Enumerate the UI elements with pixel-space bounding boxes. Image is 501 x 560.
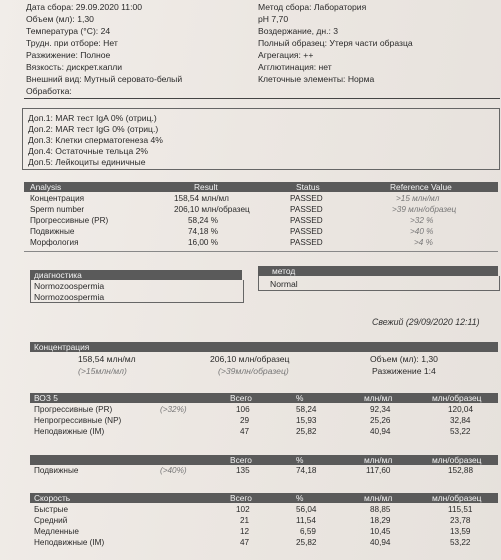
table-row: Средний 21 11,54 18,29 23,78	[34, 516, 471, 525]
collection-method: Метод сбора: Лаборатория	[258, 2, 367, 12]
who5-header: ВОЗ 5 Всего % млн/мл млн/образец	[30, 393, 498, 403]
fresh-timestamp: Свежий (29/09/2020 12:11)	[372, 317, 480, 327]
analysis-col-status: Status	[296, 182, 320, 192]
analysis-col-result: Result	[194, 182, 218, 192]
analysis-header	[24, 182, 498, 192]
table-row: Неподвижные (IM) 47 25,82 40,94 53,22	[34, 427, 471, 436]
divider	[24, 98, 500, 99]
temperature: Температура (°С): 24	[26, 26, 111, 36]
total-count: 206,10 млн/образец	[210, 354, 290, 364]
total-count-ref: (>39млн/образец)	[218, 366, 289, 376]
additional-5: Доп.5: Лейкоциты единичные	[28, 157, 146, 167]
diagnosis-header: диагностика	[30, 270, 242, 280]
table-row: Концентрация 158,54 млн/мл PASSED >15 млн/мл	[30, 194, 440, 203]
conc-volume: Объем (мл): 1,30	[370, 354, 438, 364]
processing: Обработка:	[26, 86, 72, 96]
divider	[24, 251, 498, 252]
diagnosis-line-1: Normozoospermia	[34, 281, 105, 291]
table-row: Подвижные 74,18 % PASSED >40 %	[30, 227, 434, 236]
full-sample: Полный образец: Утеря части образца	[258, 38, 413, 48]
additional-1: Доп.1: MAR тест IgA 0% (отриц.)	[28, 113, 157, 123]
additional-2: Доп.2: MAR тест IgG 0% (отриц.)	[28, 124, 159, 134]
method-value: Normal	[270, 279, 298, 289]
method-header: метод	[258, 266, 498, 276]
table-row: Подвижные (>40%) 135 74,18 117,60 152,88	[34, 466, 474, 475]
appearance: Внешний вид: Мутный серовато-белый	[26, 74, 183, 84]
aggregation: Агрегация: ++	[258, 50, 314, 60]
table-row: Прогрессивные (PR) (>32%) 106 58,24 92,34 120,04	[34, 405, 474, 414]
additional-3: Доп.3: Клетки сперматогенеза 4%	[28, 135, 163, 145]
conc-liquefaction: Разжижение 1:4	[372, 366, 436, 376]
table-row: Прогрессивные (PR) 58,24 % PASSED >32 %	[30, 216, 434, 225]
table-row: Sperm number 206,10 млн/образец PASSED >39 млн/образец	[30, 205, 457, 214]
additional-4: Доп.4: Остаточные тельца 2%	[28, 146, 149, 156]
table-row: Морфология 16,00 % PASSED >4 %	[30, 238, 433, 247]
viscosity: Вязкость: дискрет.капли	[26, 62, 123, 72]
table-row: Непрогрессивные (NP) 29 15,93 25,26 32,84	[34, 416, 471, 425]
concentration-value: 158,54 млн/мл	[78, 354, 136, 364]
table-row: Медленные 12 6,59 10,45 13,59	[34, 527, 471, 536]
agglutination: Агглютинация: нет	[258, 62, 332, 72]
table-row: Неподвижные (IM) 47 25,82 40,94 53,22	[34, 538, 471, 547]
volume: Объем (мл): 1,30	[26, 14, 94, 24]
motile-header: Всего % млн/мл млн/образец	[30, 455, 498, 465]
analysis-col-ref: Reference Value	[390, 182, 452, 192]
analysis-col-name: Analysis	[30, 182, 62, 192]
liquefaction: Разжижение: Полное	[26, 50, 111, 60]
collection-date: Дата сбора: 29.09.2020 11:00	[26, 2, 143, 12]
ph-value: pH 7,70	[258, 14, 289, 24]
diagnosis-line-2: Normozoospermia	[34, 292, 105, 302]
concentration-header: Концентрация	[30, 342, 498, 352]
table-row: Быстрые 102 56,04 88,85 115,51	[34, 505, 473, 514]
cell-elements: Клеточные элементы: Норма	[258, 74, 375, 84]
collection-difficulty: Трудн. при отборе: Нет	[26, 38, 118, 48]
concentration-ref: (>15млн/мл)	[78, 366, 127, 376]
abstinence: Воздержание, дн.: 3	[258, 26, 339, 36]
speed-header: Скорость Всего % млн/мл млн/образец	[30, 493, 498, 503]
